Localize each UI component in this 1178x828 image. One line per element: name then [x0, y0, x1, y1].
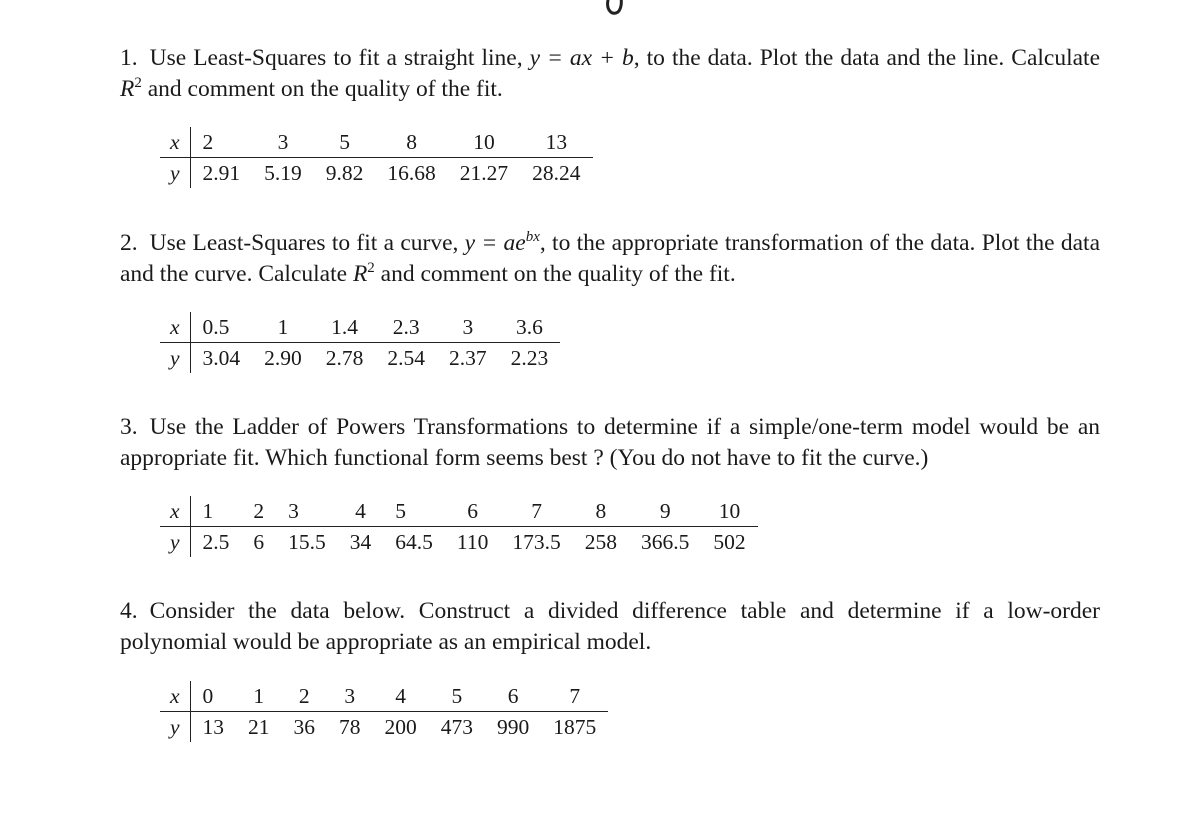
problem-2-formula-base: y = ae: [464, 230, 526, 256]
x-cell: 2: [282, 681, 328, 712]
problem-2-table: [160, 312, 560, 373]
x-cell: 0.5: [190, 312, 252, 343]
problem-2-r-symbol: R: [352, 261, 368, 287]
y-cell: 64.5: [395, 530, 433, 554]
y-cell: 34: [349, 530, 372, 554]
x-cell: 8: [375, 127, 447, 158]
y-cell: 200: [384, 715, 417, 739]
problem-4-number: 4.: [120, 598, 138, 624]
problem-1-text-c: and comment on the quality of the fit.: [141, 76, 503, 102]
x-label: x: [160, 127, 190, 158]
problem-2-number: 2.: [120, 230, 138, 256]
problem-3: [120, 412, 1100, 474]
y-cell: 3.04: [202, 346, 241, 370]
problem-4-table: [160, 681, 608, 742]
x-label: x: [160, 496, 190, 527]
problem-1: [120, 43, 1100, 105]
problem-2-formula-exponent: bx: [525, 229, 540, 246]
x-cell: 6: [485, 681, 541, 712]
x-cell: 1.4: [314, 312, 376, 343]
problem-1-r-symbol: R: [120, 76, 135, 102]
problem-1-number: 1.: [120, 45, 138, 71]
y-cell: 15.5: [288, 530, 326, 554]
y-label: y: [160, 343, 190, 374]
problem-4-x-row: [160, 681, 608, 712]
problem-2-text: [120, 228, 1100, 290]
problem-4-body: Consider the data below. Construct a divided difference table and determine if a low-order polynomial would be appropriate as an empirical model.: [120, 598, 1100, 655]
x-label: x: [160, 681, 190, 712]
problem-1-text: [120, 43, 1100, 105]
x-cell: 1: [252, 312, 314, 343]
problem-2-text-c: and comment on the quality of the fit.: [374, 261, 736, 287]
y-cell: 110: [456, 530, 489, 554]
problem-3-body: Use the Ladder of Powers Transformations to determine if a simple/one-term model would be an appropriate fit. Which functional form seems best ? (You do not have to fit the curve.): [120, 414, 1100, 471]
x-cell: 13: [520, 127, 592, 158]
y-cell: 2.54: [387, 346, 426, 370]
problem-1-x-row: [160, 127, 593, 158]
y-cell: 502: [713, 530, 746, 554]
y-cell: 473: [440, 715, 474, 739]
y-cell: 5.19: [264, 161, 302, 185]
problem-2-x-row: [160, 312, 560, 343]
problem-1-table: [160, 127, 593, 188]
y-cell: 1875: [553, 715, 597, 739]
x-cell: 4: [338, 496, 384, 527]
y-cell: 13: [202, 715, 225, 739]
y-cell: 78: [339, 715, 361, 739]
x-cell: 2: [190, 127, 252, 158]
y-label: y: [160, 527, 190, 558]
problem-1-formula: y = ax + b: [529, 45, 634, 71]
x-cell: 4: [373, 681, 429, 712]
problem-1-r-exponent: 2: [134, 75, 142, 92]
x-cell: 3.6: [499, 312, 561, 343]
x-cell: 3: [327, 681, 373, 712]
x-cell: 7: [541, 681, 608, 712]
problem-3-y-row: [160, 527, 758, 558]
x-cell: 3: [276, 496, 338, 527]
problem-3-text: [120, 412, 1100, 474]
x-cell: 0: [190, 681, 236, 712]
problem-3-number: 3.: [120, 414, 138, 440]
problem-3-table: [160, 496, 758, 557]
problem-1-text-b: , to the data. Plot the data and the line. Calculate: [633, 45, 1101, 71]
y-cell: 2.37: [449, 346, 487, 370]
problem-2-text-a: Use Least-Squares to fit a curve,: [149, 230, 465, 256]
problem-1-text-a: Use Least-Squares to fit a straight line,: [149, 45, 530, 71]
handwritten-fragment-icon: [600, 0, 630, 22]
problem-2: [120, 228, 1100, 290]
problem-3-x-row: [160, 496, 758, 527]
x-cell: 9: [629, 496, 701, 527]
problem-2-text-b: , to the appropriate transformation of the data. Plot the data and the curve. Calculate: [120, 230, 1100, 287]
problem-1-y-row: [160, 158, 593, 189]
x-label: x: [160, 312, 190, 343]
problem-2-y-row: [160, 343, 560, 374]
y-cell: 21: [248, 715, 270, 739]
problem-4: [120, 596, 1100, 658]
y-label: y: [160, 712, 190, 743]
x-cell: 10: [701, 496, 757, 527]
x-cell: 10: [448, 127, 520, 158]
y-label: y: [160, 158, 190, 189]
x-cell: 7: [500, 496, 572, 527]
y-cell: 2.90: [264, 346, 302, 370]
y-cell: 16.68: [387, 161, 436, 185]
x-cell: 6: [445, 496, 500, 527]
x-cell: 2.3: [375, 312, 437, 343]
y-cell: 9.82: [325, 161, 364, 185]
x-cell: 5: [314, 127, 376, 158]
y-cell: 2.78: [325, 346, 364, 370]
y-cell: 21.27: [459, 161, 509, 185]
x-cell: 5: [383, 496, 445, 527]
x-cell: 1: [236, 681, 282, 712]
x-cell: 5: [429, 681, 485, 712]
y-cell: 990: [497, 715, 530, 739]
y-cell: 173.5: [512, 530, 561, 554]
x-cell: 3: [252, 127, 314, 158]
x-cell: 3: [437, 312, 499, 343]
x-cell: 8: [573, 496, 629, 527]
y-cell: 366.5: [641, 530, 690, 554]
x-cell: 2: [241, 496, 276, 527]
y-cell: 6: [253, 530, 265, 554]
y-cell: 28.24: [532, 161, 581, 185]
y-cell: 2.5: [202, 530, 230, 554]
problem-2-r-exponent: 2: [367, 260, 375, 277]
problem-4-text: [120, 596, 1100, 658]
y-cell: 2.23: [510, 346, 549, 370]
y-cell: 258: [584, 530, 617, 554]
y-cell: 36: [293, 715, 316, 739]
problem-4-y-row: [160, 712, 608, 743]
x-cell: 1: [190, 496, 241, 527]
y-cell: 2.91: [202, 161, 241, 185]
